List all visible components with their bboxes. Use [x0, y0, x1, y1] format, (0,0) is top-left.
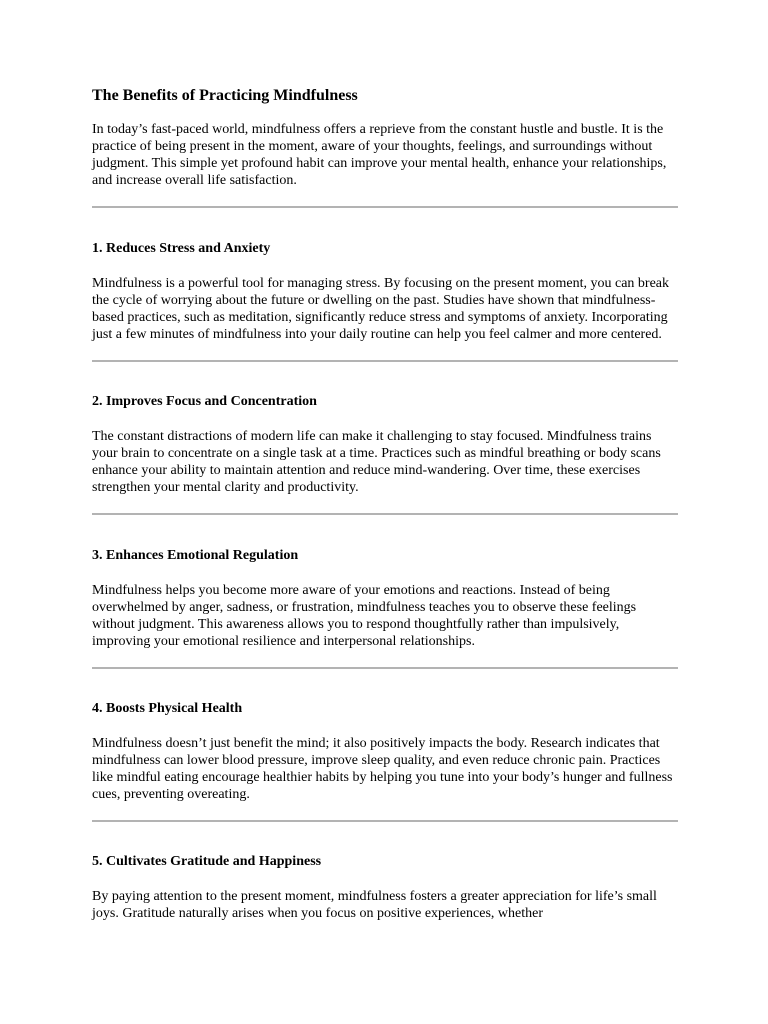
- section-stress: [92, 240, 678, 343]
- section-gratitude: [92, 853, 678, 922]
- section-divider: [92, 667, 678, 669]
- section-heading: 3. Enhances Emotional Regulation: [92, 548, 299, 563]
- section-emotional: [92, 547, 678, 650]
- section-divider: [92, 513, 678, 515]
- section-focus: [92, 393, 678, 496]
- section-divider: [92, 820, 678, 822]
- document-page: [92, 86, 678, 922]
- section-heading: 5. Cultivates Gratitude and Happiness: [92, 854, 322, 869]
- section-heading: 4. Boosts Physical Health: [92, 701, 243, 716]
- intro-paragraph: In today’s fast-paced world, mindfulness offers a reprieve from the constant hustle and bustle. It is the practice of being present in the moment, aware of your thoughts, feelings, and surroundings without judgment. This simple yet profound habit can improve your mental health, enhance your relationships, and increase overall life satisfaction.: [92, 122, 667, 188]
- section-body: Mindfulness helps you become more aware of your emotions and reactions. Instead of being overwhelmed by anger, sadness, or frustration, mindfulness teaches you to observe these feelings without judgment. This awareness allows you to respond thoughtfully rather than impulsively, improving your emotional resilience and interpersonal relationships.: [92, 583, 637, 649]
- section-body: By paying attention to the present moment, mindfulness fosters a greater appreciation for life’s small joys. Gratitude naturally arises when you focus on positive experiences, whether: [92, 889, 657, 921]
- section-divider: [92, 360, 678, 362]
- section-heading: 2. Improves Focus and Concentration: [92, 394, 317, 409]
- section-body: The constant distractions of modern life can make it challenging to stay focused. Mindfulness trains your brain to concentrate on a single task at a time. Practices such as mindful breathing or body scans enhance your ability to maintain attention and reduce mind-wandering. Over time, these exercises strengthen your mental clarity and productivity.: [92, 429, 661, 495]
- document-title: The Benefits of Practicing Mindfulness: [92, 87, 358, 104]
- section-physical: [92, 700, 678, 803]
- section-divider: [92, 206, 678, 208]
- section-body: Mindfulness doesn’t just benefit the mind; it also positively impacts the body. Research indicates that mindfulness can lower blood pressure, improve sleep quality, and even reduce chronic pain. Practices like mindful eating encourage healthier habits by helping you tune into your body’s hunger and fullness cues, preventing overeating.: [92, 736, 673, 802]
- section-body: Mindfulness is a powerful tool for managing stress. By focusing on the present moment, you can break the cycle of worrying about the future or dwelling on the past. Studies have shown that mindfulness-based practices, such as meditation, significantly reduce stress and symptoms of anxiety. Incorporating just a few minutes of mindfulness into your daily routine can help you feel calmer and more centered.: [92, 276, 669, 342]
- section-heading: 1. Reduces Stress and Anxiety: [92, 241, 271, 256]
